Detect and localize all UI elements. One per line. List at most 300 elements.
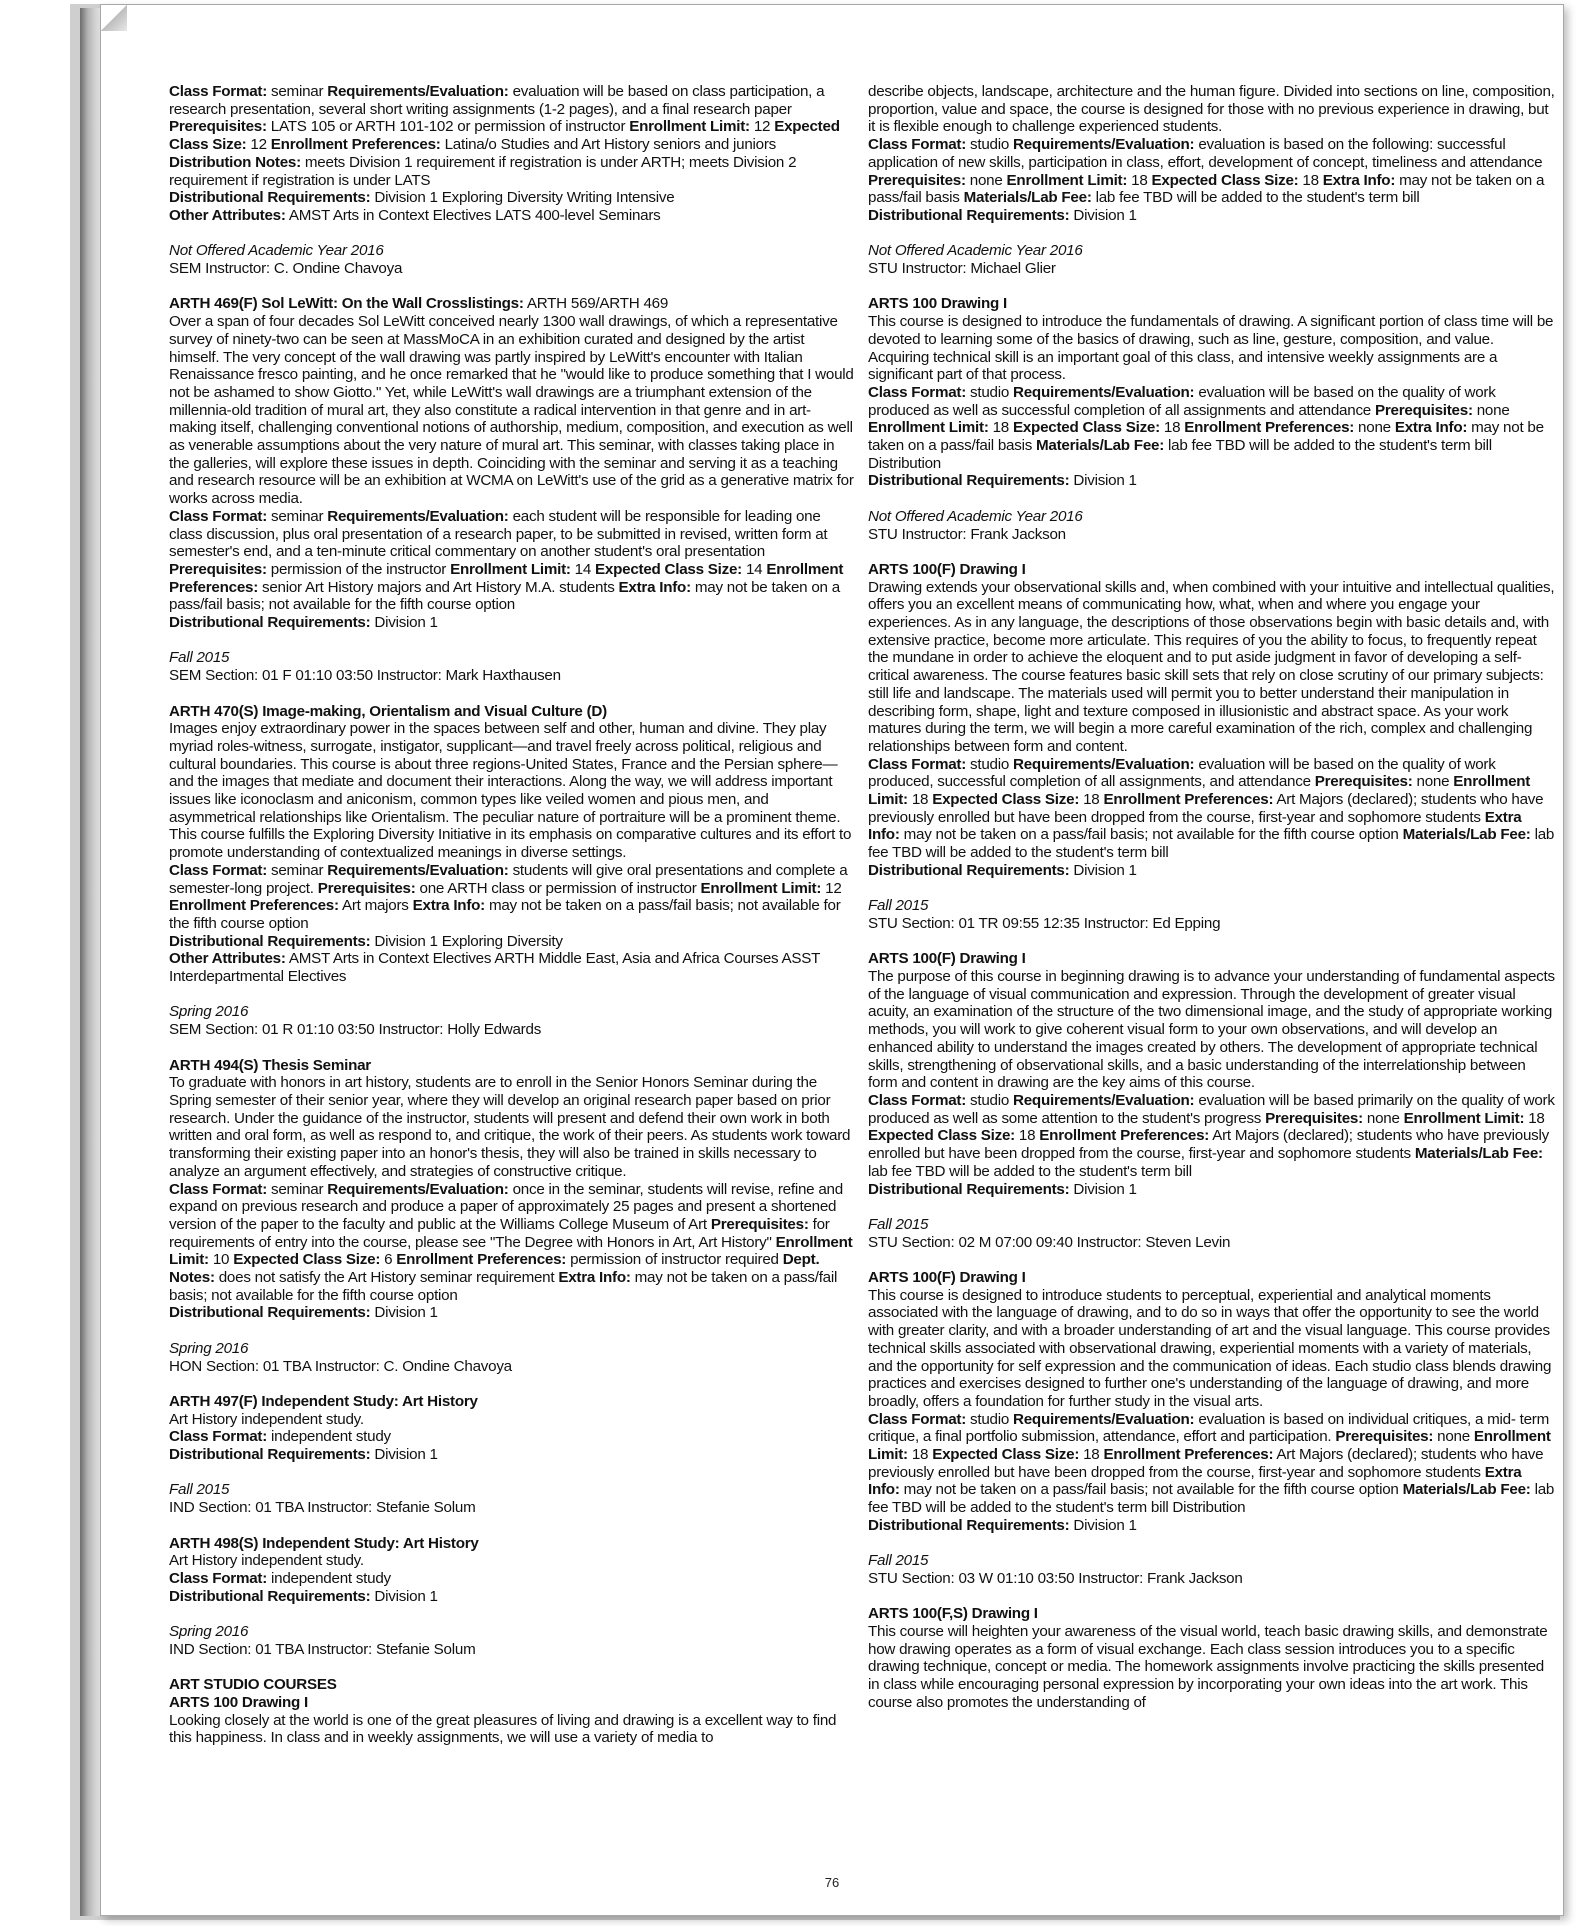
body-text: Division 1: [370, 1587, 438, 1605]
text-paragraph: [868, 313, 1556, 384]
text-paragraph: [169, 1694, 857, 1712]
paragraph-gap: [169, 1039, 857, 1057]
paragraph-gap: [169, 1464, 857, 1482]
text-paragraph: [868, 579, 1556, 756]
bold-label: Requirements/Evaluation:: [1013, 136, 1195, 154]
bold-label: Extra Info:: [412, 897, 485, 915]
italic-term: Fall 2015: [868, 1552, 929, 1570]
text-paragraph: [868, 756, 1556, 862]
bold-label: Enrollment Limit:: [629, 118, 750, 136]
text-paragraph: [868, 1216, 1556, 1234]
paragraph-gap: [868, 933, 1556, 951]
bold-label: Expected Class Size:: [1151, 171, 1299, 189]
body-text: none: [1433, 1428, 1474, 1446]
body-text: Images enjoy extraordinary power in the spaces between self and other, human and divine. They play myriad roles-witness, surrogate, instigator, supplicant—and travel freely across political, religious and cultural boundaries. This course is about three regions-United States, France and the Persian sphere—and the images that mediate and document their interactions. Along the way, we will address important issues like iconoclasm and aniconism, common types like veiled women and pious men, and asymmetrical relationships like Orientalism. The peculiar nature of portraiture will be a prominent theme. This course fulfills the Exploring Diversity Initiative in its emphasis on comparative cultures and its effort to promote understanding of contextualized meanings in diverse settings.: [169, 720, 852, 862]
bold-label: ARTS 100(F) Drawing I: [868, 1268, 1026, 1286]
text-paragraph: [868, 862, 1556, 880]
text-paragraph: [868, 1623, 1556, 1712]
text-paragraph: [169, 313, 857, 508]
body-text: This course will heighten your awareness of the visual world, teach basic drawing skills, and demonstrate how drawing operates as a form of visual exchange. Each class session introduces you to a specific drawing technique, concept or media. The homework assignments involve practicing the skills presented in class while encouraging personal expression by incorporating your own ideas into the art work. This course also promotes the understanding of: [868, 1623, 1548, 1711]
body-text: Division 1: [370, 1446, 438, 1464]
bold-label: Requirements/Evaluation:: [1013, 1410, 1195, 1428]
bold-label: Enrollment Limit:: [1403, 1109, 1525, 1127]
paragraph-gap: [868, 880, 1556, 898]
body-text: Art Majors (declared); students who have previously enrolled but have been dropped from the course, first-year and sophomore students: [868, 1446, 1544, 1481]
body-text: independent study: [267, 1569, 391, 1587]
body-text: 18: [1014, 1127, 1040, 1145]
page-number: 76: [824, 1875, 840, 1890]
italic-term: Spring 2016: [169, 1339, 249, 1357]
bold-label: Materials/Lab Fee:: [1402, 1481, 1531, 1499]
body-text: 18: [1127, 171, 1152, 189]
text-paragraph: [169, 1481, 857, 1499]
body-text: seminar: [267, 83, 328, 100]
text-paragraph: [868, 1552, 1556, 1570]
text-paragraph: [169, 667, 857, 685]
bold-label: Expected Class Size:: [932, 1446, 1080, 1464]
body-text: 18: [1159, 419, 1185, 437]
body-text: may not be taken on a pass/fail basis: [868, 419, 1544, 455]
page-corner-fold: [101, 5, 127, 31]
text-paragraph: [169, 1340, 857, 1358]
body-text: none: [1472, 401, 1510, 419]
bold-label: Class Format:: [169, 1569, 268, 1587]
body-text: HON Section: 01 TBA Instructor: C. Ondine Chavoya: [169, 1357, 512, 1375]
italic-term: Spring 2016: [169, 1623, 249, 1640]
body-text: 12: [821, 879, 842, 897]
bold-label: Class Format:: [868, 136, 967, 154]
paragraph-gap: [868, 1251, 1556, 1269]
bold-label: Other Attributes:: [169, 206, 286, 224]
body-text: may not be taken on a pass/fail basis; not available for the fifth course option: [899, 826, 1403, 844]
body-text: 10: [208, 1251, 234, 1269]
body-text: The purpose of this course in beginning drawing is to advance your understanding of fundamental aspects of the language of visual communication and expression. Through the development of greater visual acuity, an examination of the structure of the two dimensional image, and the study of appropriate working methods, you will work to give coherent visual form to your own observations, and will develop an enhanced ability to understand the images created by others. The development of appropriate technical skills, strengthening of observational skills, and a basic understanding of the interrelationship between form and content in drawing are the key aims of this course.: [868, 968, 1555, 1092]
text-paragraph: [169, 1535, 857, 1553]
bold-label: Extra Info:: [618, 578, 691, 596]
body-text: permission of instructor required: [566, 1251, 783, 1269]
body-text: 18: [1079, 1446, 1104, 1464]
bold-label: Enrollment Limit:: [450, 560, 571, 578]
bold-label: ARTS 100(F,S) Drawing I: [868, 1605, 1038, 1623]
bold-label: Enrollment Limit:: [1006, 171, 1128, 189]
text-paragraph: [169, 1411, 857, 1429]
bold-label: Prerequisites:: [1314, 773, 1413, 791]
bold-label: Extra Info:: [868, 1463, 1522, 1499]
text-paragraph: [868, 1517, 1556, 1535]
text-paragraph: [169, 242, 857, 260]
body-text: 6: [380, 1251, 397, 1269]
body-text: LATS 105 or ARTH 101-102 or permission of instructor: [266, 118, 630, 136]
bold-label: Prerequisites:: [868, 171, 966, 189]
body-text: evaluation will be based on the quality of work produced as well as successful completion of all assignments and attendance: [868, 383, 1496, 419]
body-text: meets Division 1 requirement if registration is under ARTH; meets Division 2 requirement if registration is under LATS: [169, 153, 797, 189]
text-paragraph: [169, 1552, 857, 1570]
bold-label: Expected Class Size:: [169, 118, 840, 154]
paragraph-gap: [868, 278, 1556, 296]
bold-label: ARTH 470(S) Image-making, Orientalism and Visual Culture (D): [169, 702, 607, 720]
body-text: Art Majors (declared); students who have previously enrolled but have been dropped from the course, first-year and sophomore students: [868, 791, 1544, 826]
bold-label: Enrollment Preferences:: [1103, 1446, 1274, 1464]
body-text: independent study: [267, 1428, 391, 1446]
body-text: SEM Section: 01 R 01:10 03:50 Instructor: Holly Edwards: [169, 1021, 542, 1039]
text-paragraph: [169, 703, 857, 721]
text-paragraph: [868, 915, 1556, 933]
text-paragraph: [169, 1588, 857, 1606]
italic-term: Fall 2015: [169, 1481, 230, 1499]
bold-label: Enrollment Preferences:: [270, 136, 441, 154]
body-text: 14: [741, 560, 767, 578]
bold-label: Enrollment Limit:: [868, 773, 1531, 809]
bold-label: Enrollment Preferences:: [1103, 791, 1274, 809]
bold-label: Materials/Lab Fee:: [1036, 437, 1165, 455]
body-text: Division 1: [370, 1304, 438, 1322]
body-text: AMST Arts in Context Electives LATS 400-level Seminars: [285, 206, 661, 224]
body-text: 12: [749, 118, 775, 136]
body-text: Drawing extends your observational skills and, when combined with your intuitive and intellectual qualities, offers you an excellent means of communicating how, what, when and where you engage your experiences. As in any language, the descriptions of those observations begin with basic details and, with extensive practice, become more articulate. This requires of you the ability to focus, to frequently repeat the mundane in order to achieve the eloquent and to put aside judgment in favor of developing a self-critical awareness. The course features basic skill sets that rely on close scrutiny of our primary subjects: still life and landscape. The materials used will permit you to better understand their manipulation in describing form, shape, light and texture composed in illusionistic and abstract space. As your work matures during the term, we will begin a more careful examination of the rich, complex and challenging relationships between form and content.: [868, 578, 1555, 755]
bold-label: Enrollment Preferences:: [169, 560, 844, 596]
body-text: lab fee TBD will be added to the student's term bill Distribution: [868, 437, 1492, 472]
book-spine-edge: [80, 8, 100, 1916]
body-text: senior Art History majors and Art History M.A. students: [258, 578, 619, 596]
text-paragraph: [868, 1269, 1556, 1287]
body-text: evaluation is based on the following: successful application of new skills, participation in class, effort, development of concept, timeliness and attendance: [868, 136, 1543, 171]
italic-term: Spring 2016: [169, 1003, 249, 1021]
bold-label: Enrollment Preferences:: [1039, 1127, 1210, 1145]
bold-label: Extra Info:: [558, 1269, 631, 1287]
body-text: Division 1: [1069, 861, 1137, 879]
text-paragraph: [169, 950, 857, 985]
bold-label: Enrollment Limit:: [700, 879, 822, 897]
body-text: describe objects, landscape, architecture and the human figure. Divided into sections on line, composition, proportion, value and space, the course is designed for those with no previous experience in drawing, but it is flexible enough to challenge experienced students.: [868, 83, 1555, 136]
body-text: STU Section: 02 M 07:00 09:40 Instructor: Steven Levin: [868, 1233, 1231, 1251]
text-paragraph: [169, 1358, 857, 1376]
paragraph-gap: [868, 1535, 1556, 1553]
bold-label: Distributional Requirements:: [868, 861, 1070, 879]
right-column: [868, 83, 1556, 1712]
body-text: IND Section: 01 TBA Instructor: Stefanie Solum: [169, 1499, 476, 1517]
bold-label: Distributional Requirements:: [868, 1516, 1070, 1534]
body-text: Division 1 Exploring Diversity Writing Intensive: [370, 189, 675, 207]
body-text: seminar: [267, 1180, 328, 1198]
text-paragraph: [868, 83, 1556, 136]
bold-label: Requirements/Evaluation:: [327, 507, 509, 525]
body-text: once in the seminar, students will revise, refine and expand on previous research and produce a paper of approximately 25 pages and present a shortened version of the paper to the faculty and public at the Williams College Museum of Art: [169, 1180, 843, 1233]
bold-label: Requirements/Evaluation:: [1013, 755, 1195, 773]
paragraph-gap: [169, 1375, 857, 1393]
bold-label: Distributional Requirements:: [868, 472, 1070, 490]
body-text: none: [965, 171, 1007, 189]
paragraph-gap: [868, 225, 1556, 243]
body-text: STU Instructor: Frank Jackson: [868, 525, 1066, 543]
text-paragraph: [868, 472, 1556, 490]
text-paragraph: [169, 260, 857, 278]
body-text: none: [1354, 419, 1395, 437]
bold-label: Extra Info:: [1394, 419, 1468, 437]
body-text: none: [1362, 1109, 1404, 1127]
bold-label: Distributional Requirements:: [169, 189, 371, 207]
text-paragraph: [169, 1181, 857, 1305]
body-text: 12: [246, 136, 271, 154]
bold-label: Other Attributes:: [169, 950, 286, 968]
body-text: 18: [988, 419, 1013, 437]
body-text: Over a span of four decades Sol LeWitt conceived nearly 1300 wall drawings, of which a representative survey of ninety-two can be seen at MassMoCA in an exhibition curated and designed by the artist himself. The very concept of the wall drawing was partly inspired by LeWitt's encounter with Italian Renaissance fresco painting, and he once remarked that he "would like to produce something that I would not be ashamed to show Giotto." Yet, while LeWitt's wall drawings are a triumphant extension of the millennia-old tradition of mural art, they also constitute a radical intervention in that genre and in art-making itself, challenging conventional notions of authorship, medium, composition, and execution as well as venerable assumptions about the very nature of mural art. This seminar, with classes taking place in the galleries, will explore these issues in depth. Coinciding with the seminar and serving it as a teaching and research resource will be an exhibition at WCMA on LeWitt's use of the grid as a generative matrix for works across media.: [169, 313, 854, 508]
body-text: lab fee TBD will be added to the student's term bill: [868, 826, 1555, 862]
bold-label: Materials/Lab Fee:: [1414, 1145, 1543, 1163]
paragraph-gap: [169, 1322, 857, 1340]
body-text: IND Section: 01 TBA Instructor: Stefanie Solum: [169, 1640, 476, 1658]
body-text: STU Instructor: Michael Glier: [868, 260, 1056, 278]
bold-label: Class Format:: [169, 507, 268, 525]
text-paragraph: [169, 649, 857, 667]
body-text: SEM Section: 01 F 01:10 03:50 Instructor: Mark Haxthausen: [169, 667, 561, 685]
body-text: studio: [966, 755, 1013, 773]
bold-label: Class Format:: [169, 83, 268, 100]
text-paragraph: [169, 508, 857, 614]
bold-label: Expected Class Size:: [932, 791, 1080, 809]
body-text: 18: [1079, 791, 1104, 809]
body-text: Art majors: [338, 897, 413, 915]
text-paragraph: [169, 1499, 857, 1517]
bold-label: ARTS 100(F) Drawing I: [868, 950, 1026, 968]
body-text: evaluation will be based on class participation, a research presentation, several short writing assignments (1-2 pages), and a final research paper: [169, 83, 825, 118]
text-paragraph: [868, 1092, 1556, 1181]
text-paragraph: [868, 1234, 1556, 1252]
paragraph-gap: [169, 278, 857, 296]
bold-label: Enrollment Limit:: [868, 1428, 1551, 1464]
paragraph-gap: [868, 543, 1556, 561]
bold-label: ART STUDIO COURSES: [169, 1676, 337, 1694]
bold-label: Distribution Notes:: [169, 153, 301, 171]
body-text: Division 1 Exploring Diversity: [370, 932, 563, 950]
bold-label: Prerequisites:: [1335, 1428, 1434, 1446]
bold-label: Enrollment Preferences:: [1184, 419, 1355, 437]
bold-label: Enrollment Limit:: [868, 419, 989, 437]
text-paragraph: [169, 1304, 857, 1322]
text-paragraph: [868, 950, 1556, 968]
bold-label: Distributional Requirements:: [169, 1587, 371, 1605]
paragraph-gap: [169, 685, 857, 703]
body-text: Division 1: [1069, 472, 1137, 490]
body-text: Art History independent study.: [169, 1552, 364, 1570]
bold-label: Materials/Lab Fee:: [963, 189, 1092, 207]
body-text: may not be taken on a pass/fail basis; not available for the fifth course option: [169, 897, 841, 932]
paragraph-gap: [169, 632, 857, 650]
body-text: Division 1: [1069, 1180, 1137, 1198]
body-text: permission of the instructor: [266, 560, 451, 578]
body-text: evaluation is based on individual critiques, a mid- term critique, a final portfolio submission, attendance, effort and participation.: [868, 1410, 1550, 1446]
text-paragraph: [169, 1446, 857, 1464]
body-text: AMST Arts in Context Electives ARTH Middle East, Asia and Africa Courses ASST Interdepartmental Electives: [169, 950, 820, 986]
text-paragraph: [169, 1057, 857, 1075]
text-paragraph: [868, 1570, 1556, 1588]
bold-label: Prerequisites:: [169, 118, 267, 136]
body-text: seminar: [267, 507, 328, 525]
text-paragraph: [868, 295, 1556, 313]
catalog-page: [100, 4, 1564, 1916]
body-text: studio: [966, 136, 1013, 154]
body-text: may not be taken on a pass/fail basis; not available for the fifth course option: [899, 1481, 1403, 1499]
text-paragraph: [169, 1570, 857, 1588]
bold-label: Expected Class Size:: [233, 1251, 381, 1269]
body-text: This course is designed to introduce the fundamentals of drawing. A significant portion of class time will be devoted to learning some of the basics of drawing, such as line, gesture, composition, and value. Acquiring technical skill is an important goal of this class, and intensive weekly assignments are a significant part of that process.: [868, 313, 1554, 384]
italic-term: Not Offered Academic Year 2016: [169, 242, 384, 260]
bold-label: Prerequisites:: [1265, 1109, 1363, 1127]
body-text: 18: [907, 791, 933, 809]
bold-label: Enrollment Preferences:: [396, 1251, 567, 1269]
italic-term: Fall 2015: [868, 897, 929, 915]
text-paragraph: [169, 83, 857, 189]
body-text: Latina/o Studies and Art History seniors and juniors: [440, 136, 777, 154]
text-paragraph: [868, 1181, 1556, 1199]
text-paragraph: [868, 1287, 1556, 1411]
body-text: Division 1: [1069, 1516, 1137, 1534]
body-text: Art Majors (declared); students who have previously enrolled but have been dropped from the course, first-year and sophomore students: [868, 1127, 1549, 1163]
text-paragraph: [169, 1623, 857, 1641]
bold-label: Dept. Notes:: [169, 1251, 820, 1287]
text-paragraph: [868, 526, 1556, 544]
bold-label: Requirements/Evaluation:: [1013, 383, 1195, 401]
text-paragraph: [868, 508, 1556, 526]
bold-label: ARTS 100(F) Drawing I: [868, 560, 1026, 578]
body-text: To graduate with honors in art history, students are to enroll in the Senior Honors Seminar during the Spring semester of their senior year, where they will develop an original research paper based on prior research. Under the guidance of the instructor, students will present and defend their own work in both written and oral form, as well as respond to, and critique, the work of their peers. As students work toward transforming their existing paper into an honor's thesis, they will also be trained in skills necessary to analyze an argument effectively, and strategies of constructive critique.: [169, 1074, 851, 1180]
body-text: studio: [966, 383, 1013, 401]
body-text: none: [1412, 773, 1454, 791]
italic-term: Not Offered Academic Year 2016: [868, 242, 1083, 260]
text-paragraph: [169, 720, 857, 862]
bold-label: Requirements/Evaluation:: [327, 1180, 509, 1198]
text-paragraph: [169, 1428, 857, 1446]
paragraph-gap: [169, 1658, 857, 1676]
italic-term: Not Offered Academic Year 2016: [868, 507, 1083, 525]
bold-label: Enrollment Limit:: [169, 1233, 853, 1269]
body-text: may not be taken on a pass/fail basis: [868, 171, 1545, 207]
bold-label: ARTH 469(F) Sol LeWitt: On the Wall Crosslistings:: [169, 295, 524, 313]
text-paragraph: [169, 295, 857, 313]
body-text: Division 1: [1069, 206, 1137, 224]
paragraph-gap: [868, 1198, 1556, 1216]
paragraph-gap: [169, 986, 857, 1004]
bold-label: Distributional Requirements:: [868, 1180, 1070, 1198]
bold-label: Expected Class Size:: [1012, 419, 1160, 437]
paragraph-gap: [868, 490, 1556, 508]
italic-term: Fall 2015: [868, 1215, 929, 1233]
text-paragraph: [868, 384, 1556, 473]
paragraph-gap: [169, 225, 857, 243]
bold-label: ARTS 100 Drawing I: [169, 1693, 308, 1711]
text-paragraph: [169, 862, 857, 933]
bold-label: Requirements/Evaluation:: [327, 83, 509, 100]
text-paragraph: [868, 1605, 1556, 1623]
text-paragraph: [868, 1411, 1556, 1517]
bold-label: Prerequisites:: [1374, 401, 1473, 419]
body-text: studio: [966, 1091, 1013, 1109]
text-paragraph: [868, 561, 1556, 579]
text-paragraph: [169, 614, 857, 632]
text-paragraph: [169, 1676, 857, 1694]
text-paragraph: [169, 207, 857, 225]
body-text: Art History independent study.: [169, 1410, 364, 1428]
bold-label: ARTS 100 Drawing I: [868, 295, 1007, 313]
bold-label: Distributional Requirements:: [169, 1446, 371, 1464]
paragraph-gap: [169, 1517, 857, 1535]
text-paragraph: [169, 1074, 857, 1180]
body-text: may not be taken on a pass/fail basis; not available for the fifth course option: [169, 578, 840, 614]
text-paragraph: [868, 260, 1556, 278]
bold-label: Class Format:: [169, 1180, 268, 1198]
text-paragraph: [169, 1712, 857, 1747]
body-text: ARTH 569/ARTH 469: [523, 295, 669, 313]
body-text: lab fee TBD will be added to the student's term bill: [868, 1162, 1192, 1180]
bold-label: Distributional Requirements:: [169, 614, 371, 632]
bold-label: Prerequisites:: [169, 560, 267, 578]
bold-label: Prerequisites:: [317, 879, 416, 897]
paragraph-gap: [868, 1588, 1556, 1606]
text-paragraph: [868, 897, 1556, 915]
body-text: lab fee TBD will be added to the student's term bill Distribution: [868, 1481, 1555, 1517]
bold-label: Distributional Requirements:: [868, 206, 1070, 224]
body-text: 14: [570, 560, 596, 578]
text-paragraph: [868, 968, 1556, 1092]
body-text: studio: [966, 1410, 1013, 1428]
bold-label: Distributional Requirements:: [169, 932, 371, 950]
body-text: 18: [1524, 1109, 1545, 1127]
bold-label: Requirements/Evaluation:: [1013, 1091, 1195, 1109]
body-text: lab fee TBD will be added to the student's term bill: [1091, 189, 1420, 207]
bold-label: ARTH 494(S) Thesis Seminar: [169, 1056, 371, 1074]
bold-label: Class Format:: [169, 861, 268, 879]
text-paragraph: [868, 207, 1556, 225]
body-text: for requirements of entry into the course, please see "The Degree with Honors in Art, Art History": [169, 1215, 830, 1251]
body-text: may not be taken on a pass/fail basis; not available for the fifth course option: [169, 1269, 838, 1304]
bold-label: ARTH 498(S) Independent Study: Art History: [169, 1534, 479, 1552]
body-text: This course is designed to introduce students to perceptual, experiential and analytical moments associated with the language of drawing, and to do so in ways that offer the opportunity to see the world with greater clarity, and with a broader understanding of art and the visual language. This course provides technical skills associated with observational drawing, experiential moments with a variety of materials, and the opportunity for self expression and the communication of ideas. Each studio class blends drawing practices and exercises designed to further one's understanding of the language of drawing, and more broadly, offers a foundation for further study in the visual arts.: [868, 1286, 1552, 1410]
bold-label: Materials/Lab Fee:: [1402, 826, 1531, 844]
body-text: evaluation will be based on the quality of work produced, successful completion of all assignments, and attendance: [868, 755, 1496, 791]
bold-label: Extra Info:: [868, 808, 1522, 844]
bold-label: Class Format:: [169, 1428, 268, 1446]
body-text: STU Section: 03 W 01:10 03:50 Instructor: Frank Jackson: [868, 1569, 1243, 1587]
bold-label: Expected Class Size:: [595, 560, 742, 578]
bold-label: Class Format:: [868, 1091, 967, 1109]
text-paragraph: [169, 1021, 857, 1039]
body-text: STU Section: 01 TR 09:55 12:35 Instructor: Ed Epping: [868, 914, 1221, 932]
body-text: 18: [1298, 171, 1323, 189]
text-paragraph: [868, 136, 1556, 207]
bold-label: Expected Class Size:: [868, 1127, 1015, 1145]
bold-label: Class Format:: [868, 383, 967, 401]
body-text: one ARTH class or permission of instructor: [415, 879, 701, 897]
body-text: Division 1: [370, 614, 438, 632]
bold-label: Extra Info:: [1322, 171, 1396, 189]
body-text: SEM Instructor: C. Ondine Chavoya: [169, 260, 403, 278]
text-paragraph: [169, 933, 857, 951]
body-text: each student will be responsible for leading one class discussion, plus oral presentation of a research paper, to be submitted in revised, written form at semester's end, and a ten-minute critical commentary on another student's oral presentation: [169, 507, 828, 561]
body-text: students will give oral presentations and complete a semester-long project.: [169, 861, 848, 897]
text-paragraph: [169, 1641, 857, 1659]
bold-label: Prerequisites:: [710, 1215, 809, 1233]
left-column: [169, 83, 857, 1747]
bold-label: Class Format:: [868, 1410, 967, 1428]
text-paragraph: [169, 1393, 857, 1411]
bold-label: Class Format:: [868, 755, 967, 773]
text-paragraph: [169, 189, 857, 207]
text-paragraph: [169, 1003, 857, 1021]
text-paragraph: [868, 242, 1556, 260]
bold-label: Enrollment Preferences:: [169, 897, 339, 915]
body-text: 18: [907, 1446, 933, 1464]
bold-label: Distributional Requirements:: [169, 1304, 371, 1322]
bold-label: Requirements/Evaluation:: [327, 861, 509, 879]
